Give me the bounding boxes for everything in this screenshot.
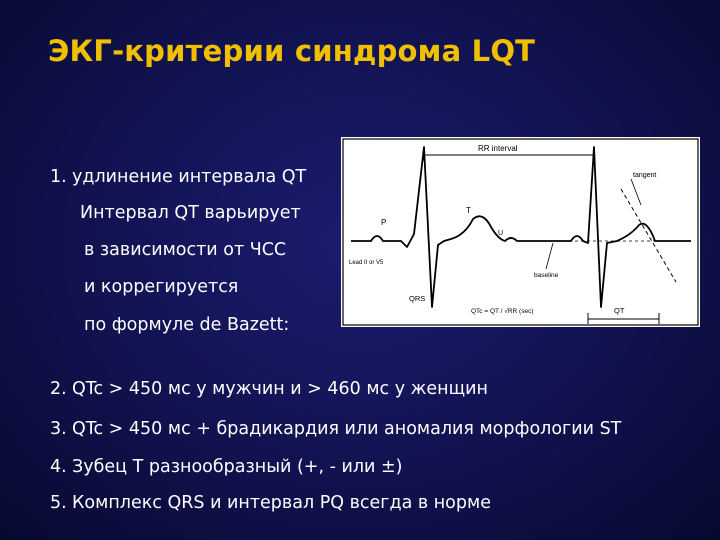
- criterion-4-number: 4.: [50, 457, 67, 477]
- criterion-1-line5: по формуле de Bazett:: [84, 315, 290, 335]
- criterion-4-text: Зубец Т разнообразный (+, - или ±): [72, 457, 403, 477]
- criterion-1-line4: и коррегируется: [84, 277, 239, 297]
- ecg-trace: [351, 147, 691, 307]
- criterion-1-line2: Интервал QT варьирует: [80, 203, 301, 223]
- criterion-1-line1: удлинение интервала QT: [72, 167, 307, 187]
- rr-interval-label: RR interval: [478, 144, 518, 153]
- criterion-1-number: 1.: [50, 167, 67, 187]
- qt-label: QT: [614, 306, 625, 315]
- criterion-5-text: Комплекс QRS и интервал PQ всегда в норме: [72, 493, 491, 513]
- slide-title: ЭКГ-критерии синдрома LQT: [48, 34, 536, 68]
- criterion-3-text: QTc > 450 мс + брадикардия или аномалия морфологии ST: [72, 419, 622, 439]
- qrs-label: QRS: [409, 294, 426, 303]
- p-wave-label: P: [381, 218, 387, 227]
- criterion-1-line3: в зависимости от ЧСС: [84, 240, 287, 260]
- tangent-label: tangent: [633, 172, 657, 179]
- criterion-5-number: 5.: [50, 493, 67, 513]
- criterion-2-text: QTc > 450 мс у мужчин и > 460 мс у женщин: [72, 379, 488, 399]
- t-wave-label: T: [466, 206, 471, 215]
- qtc-formula: QTc = QT / √RR (sec): [471, 308, 534, 315]
- criterion-3-number: 3.: [50, 419, 67, 439]
- baseline-label: baseline: [534, 272, 559, 279]
- lead-label: Lead II or V5: [349, 260, 384, 266]
- tangent-arrow: [631, 179, 641, 205]
- criterion-2-number: 2.: [50, 379, 67, 399]
- ecg-diagram: [341, 137, 700, 327]
- u-wave-label: U: [498, 230, 504, 237]
- tangent-line: [621, 189, 676, 282]
- baseline-arrow: [546, 243, 553, 269]
- diagram-frame: [343, 139, 698, 325]
